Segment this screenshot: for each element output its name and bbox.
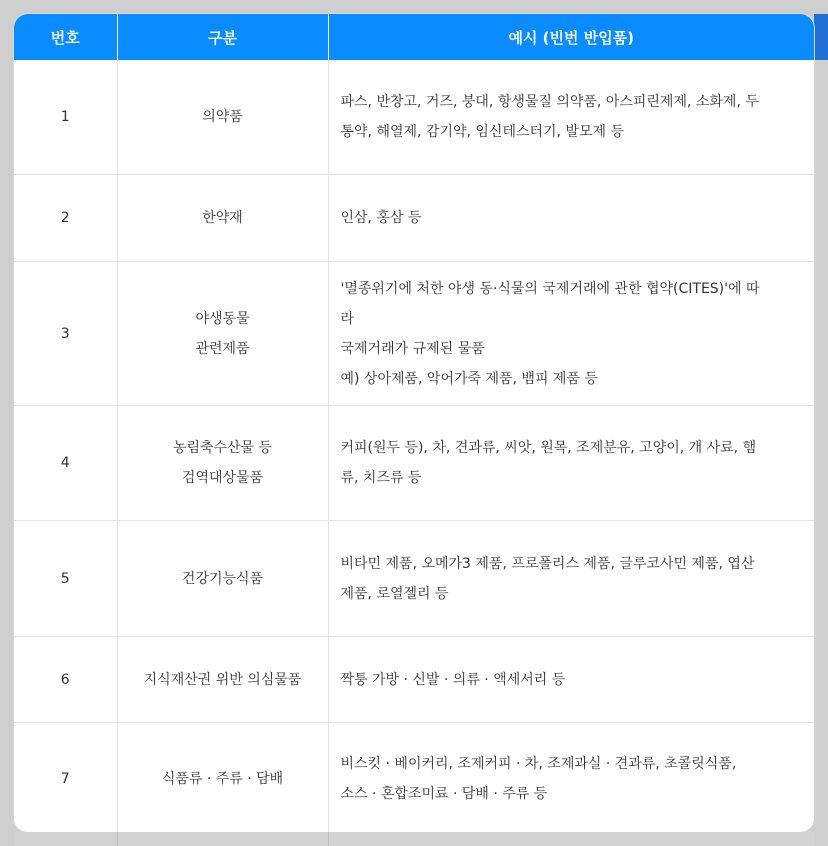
row-category — [117, 60, 328, 175]
items-table-card — [14, 14, 814, 832]
row-category — [117, 175, 328, 262]
category-line: 검역대상물품 — [181, 470, 264, 486]
category-line: 건강기능식품 — [181, 570, 264, 587]
category-line: 관련제품 — [195, 340, 250, 357]
row-examples — [328, 521, 814, 637]
example-line: 파스, 반창고, 거즈, 붕대, 항생물질 의약품, 아스피린제제, 소화제, 두 — [340, 94, 759, 110]
row-examples — [328, 406, 814, 521]
row-examples — [328, 262, 814, 406]
row-number: 1 — [14, 60, 117, 175]
example-line: 류, 치즈류 등 — [340, 470, 422, 486]
example-line: 소스 · 혼합조미료 · 담배 · 주류 등 — [340, 786, 548, 802]
table-row — [14, 723, 814, 833]
row-category — [117, 521, 328, 637]
row-number: 4 — [14, 406, 117, 521]
row-examples — [328, 637, 814, 723]
row-category — [117, 723, 328, 833]
category-line: 농림축수산물 등 — [172, 440, 273, 456]
example-line: 비타민 제품, 오메가3 제품, 프로폴리스 제품, 글루코사민 제품, 엽산 — [340, 555, 755, 572]
table-row — [14, 60, 814, 175]
table-row — [14, 175, 814, 262]
table-row — [14, 262, 814, 406]
row-number: 7 — [14, 723, 117, 833]
header-number: 번호 — [14, 14, 117, 60]
row-examples — [328, 175, 814, 262]
header-edge-strip — [814, 14, 828, 60]
category-line: 지식재산권 위반 의심물품 — [143, 671, 302, 688]
row-number: 2 — [14, 175, 117, 262]
header-examples: 예시 (빈번 반입품) — [328, 14, 814, 60]
table-row — [14, 637, 814, 723]
row-examples — [328, 60, 814, 175]
table-row — [14, 521, 814, 637]
items-table — [14, 14, 814, 832]
row-number: 3 — [14, 262, 117, 406]
example-line: 인삼, 홍삼 등 — [340, 210, 422, 226]
next-row-strip — [14, 832, 814, 846]
example-line: 제품, 로열젤리 등 — [340, 585, 449, 602]
row-number: 5 — [14, 521, 117, 637]
table-row — [14, 406, 814, 521]
category-line: 야생동물 — [195, 310, 250, 327]
category-line: 한약재 — [202, 210, 243, 226]
example-line: '멸종위기에 처한 야생 동·식물의 국제거래에 관한 협약(CITES)'에 따 — [340, 280, 760, 297]
category-line: 식품류 · 주류 · 담배 — [161, 771, 284, 787]
row-examples — [328, 723, 814, 833]
category-line: 의약품 — [202, 109, 243, 125]
table-body — [14, 60, 814, 832]
row-category — [117, 637, 328, 723]
example-line: 커피(원두 등), 차, 견과류, 씨앗, 원목, 조제분유, 고양이, 개 사료, 햄 — [340, 440, 757, 456]
row-number: 6 — [14, 637, 117, 723]
table-header-row — [14, 14, 814, 60]
example-line: 예) 상아제품, 악어가죽 제품, 뱀피 제품 등 — [340, 370, 598, 387]
example-line: 국제거래가 규제된 물품 — [340, 340, 485, 357]
example-line: 짝퉁 가방 · 신발 · 의류 · 액세서리 등 — [340, 671, 566, 688]
row-category — [117, 262, 328, 406]
example-line: 라 — [340, 310, 355, 327]
example-line: 통약, 해열제, 감기약, 임신테스터기, 발모제 등 — [340, 124, 624, 140]
example-line: 비스킷 · 베이커리, 조제커피 · 차, 조제과실 · 견과류, 초콜릿식품, — [340, 756, 737, 772]
row-category — [117, 406, 328, 521]
header-category: 구분 — [117, 14, 328, 60]
